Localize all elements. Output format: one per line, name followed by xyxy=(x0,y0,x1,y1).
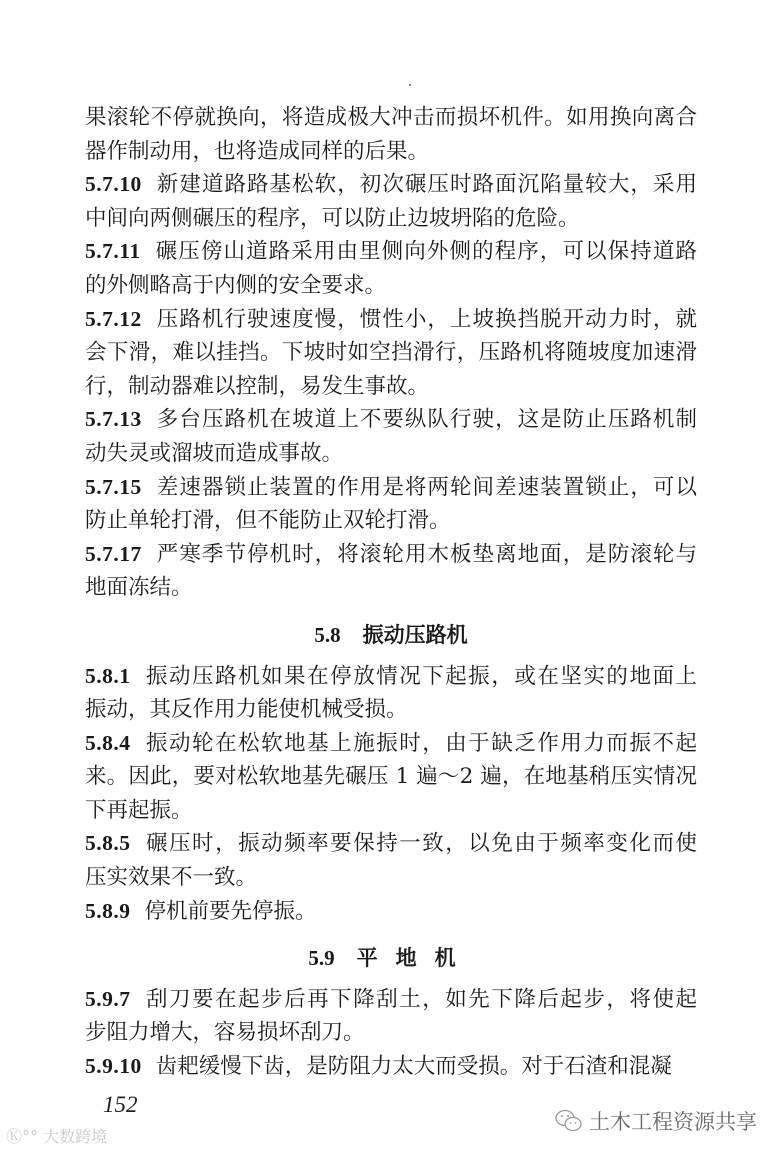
text-line xyxy=(85,1050,697,1084)
text-line xyxy=(85,760,697,794)
clause-paragraph xyxy=(85,403,697,470)
clause-text: 差速器锁止装置的作用是将两轮间差速装置锁止，可以 xyxy=(155,474,697,500)
clause-text: 的外侧略高于内侧的安全要求。 xyxy=(85,272,387,298)
text-line xyxy=(85,101,697,135)
page-number: 152 xyxy=(103,1092,138,1117)
clause-text: 下再起振。 xyxy=(85,797,193,823)
watermark-left-text: 大数跨境 xyxy=(43,1127,108,1146)
clause-paragraph xyxy=(85,235,697,302)
text-line xyxy=(85,504,697,538)
clause-text: 多台压路机在坡道上不要纵队行驶，这是防止压路机制 xyxy=(155,407,697,433)
clause-text: 动失灵或溜坡而造成事故。 xyxy=(85,440,344,466)
text-line xyxy=(85,827,697,861)
scan-speck xyxy=(409,84,411,86)
clause-number: 5.9.7 xyxy=(85,986,131,1011)
clause-text: 压实效果不一致。 xyxy=(85,865,258,891)
watermark-logo-icon: Ⓚ°° xyxy=(6,1127,39,1146)
clause-text: 器作制动用，也将造成同样的后果。 xyxy=(85,138,430,164)
clause-paragraph xyxy=(85,168,697,235)
clause-paragraph xyxy=(85,471,697,538)
text-line xyxy=(85,571,697,605)
clause-number: 5.8.1 xyxy=(85,663,131,688)
heading-title: 平地机 xyxy=(356,945,474,971)
clause-text: 碾压时，振动频率要保持一致，以免由于频率变化而使 xyxy=(144,831,697,857)
page-body xyxy=(85,101,697,1084)
heading-number: 5.9 xyxy=(308,946,335,971)
clause-text: 碾压傍山道路采用由里侧向外侧的程序，可以保持道路 xyxy=(154,239,697,265)
text-line xyxy=(85,471,697,505)
clause-paragraph xyxy=(85,727,697,828)
section-heading-5-8 xyxy=(85,618,697,653)
text-line xyxy=(85,235,697,269)
section-5-8 xyxy=(85,660,697,929)
clause-text: 刮刀要在起步后再下降刮土，如先下降后起步，将使起 xyxy=(144,986,697,1012)
text-line xyxy=(85,336,697,370)
text-line xyxy=(85,861,697,895)
clause-number: 5.7.12 xyxy=(85,306,142,331)
text-line xyxy=(85,693,697,727)
clause-text: 防止单轮打滑，但不能防止双轮打滑。 xyxy=(85,508,451,534)
text-line xyxy=(85,538,697,572)
clause-paragraph xyxy=(85,101,697,168)
wechat-icon xyxy=(555,1108,583,1134)
text-line xyxy=(85,660,697,694)
clause-text: 新建道路路基松软，初次碾压时路面沉陷量较大，采用 xyxy=(155,172,697,198)
heading-number: 5.8 xyxy=(314,622,341,647)
clause-text: 来。因此，要对松软地基先碾压 1 遍～2 遍，在地基稍压实情况 xyxy=(85,764,697,790)
text-line xyxy=(85,202,697,236)
clause-text: 地面冻结。 xyxy=(85,575,193,601)
clause-number: 5.8.4 xyxy=(85,730,131,755)
clause-text: 严寒季节停机时，将滚轮用木板垫离地面，是防滚轮与 xyxy=(155,541,697,567)
clause-text: 行，制动器难以控制，易发生事故。 xyxy=(85,373,430,399)
text-line xyxy=(85,983,697,1017)
clause-paragraph xyxy=(85,895,697,929)
clause-number: 5.7.11 xyxy=(85,239,141,264)
text-line xyxy=(85,403,697,437)
clause-paragraph xyxy=(85,983,697,1050)
clause-text: 振动轮在松软地基上施振时，由于缺乏作用力而振不起 xyxy=(144,730,697,756)
clause-number: 5.8.5 xyxy=(85,831,131,856)
text-line xyxy=(85,437,697,471)
text-line xyxy=(85,370,697,404)
clause-number: 5.8.9 xyxy=(85,898,131,923)
clause-text: 果滚轮不停就换向，将造成极大冲击而损坏机件。如用换向离合 xyxy=(85,105,697,130)
clause-number: 5.7.15 xyxy=(85,474,142,499)
clause-number: 5.7.10 xyxy=(85,172,142,197)
text-line xyxy=(85,269,697,303)
section-5-7-continued xyxy=(85,101,697,605)
watermark-right xyxy=(555,1106,757,1136)
clause-text: 齿耙缓慢下齿，是防阻力太大而受损。对于石渣和混凝 xyxy=(155,1054,672,1080)
section-heading-5-9 xyxy=(85,941,697,976)
text-line xyxy=(85,1016,697,1050)
clause-text: 会下滑，难以挂挡。下坡时如空挡滑行，压路机将随坡度加速滑 xyxy=(85,340,697,366)
text-line xyxy=(85,895,697,929)
watermark-right-text: 土木工程资源共享 xyxy=(589,1110,757,1134)
clause-text: 振动，其反作用力能使机械受损。 xyxy=(85,697,408,723)
clause-paragraph xyxy=(85,303,697,404)
text-line xyxy=(85,303,697,337)
section-5-9 xyxy=(85,983,697,1084)
text-line xyxy=(85,135,697,169)
clause-paragraph xyxy=(85,538,697,605)
clause-text: 停机前要先停振。 xyxy=(144,898,317,924)
text-line xyxy=(85,727,697,761)
clause-paragraph xyxy=(85,1050,697,1084)
clause-text: 步阻力增大，容易损坏刮刀。 xyxy=(85,1020,365,1046)
watermark-left xyxy=(6,1124,107,1147)
clause-number: 5.9.10 xyxy=(85,1054,142,1079)
clause-paragraph xyxy=(85,827,697,894)
clause-text: 振动压路机如果在停放情况下起振，或在坚实的地面上 xyxy=(144,663,697,689)
clause-number: 5.7.13 xyxy=(85,407,142,432)
heading-title: 振动压路机 xyxy=(362,621,468,647)
text-line xyxy=(85,168,697,202)
clause-number: 5.7.17 xyxy=(85,541,142,566)
clause-paragraph xyxy=(85,660,697,727)
text-line xyxy=(85,794,697,828)
clause-text: 压路机行驶速度慢，惯性小，上坡换挡脱开动力时，就 xyxy=(155,306,697,332)
clause-text: 中间向两侧碾压的程序，可以防止边坡坍陷的危险。 xyxy=(85,205,580,231)
